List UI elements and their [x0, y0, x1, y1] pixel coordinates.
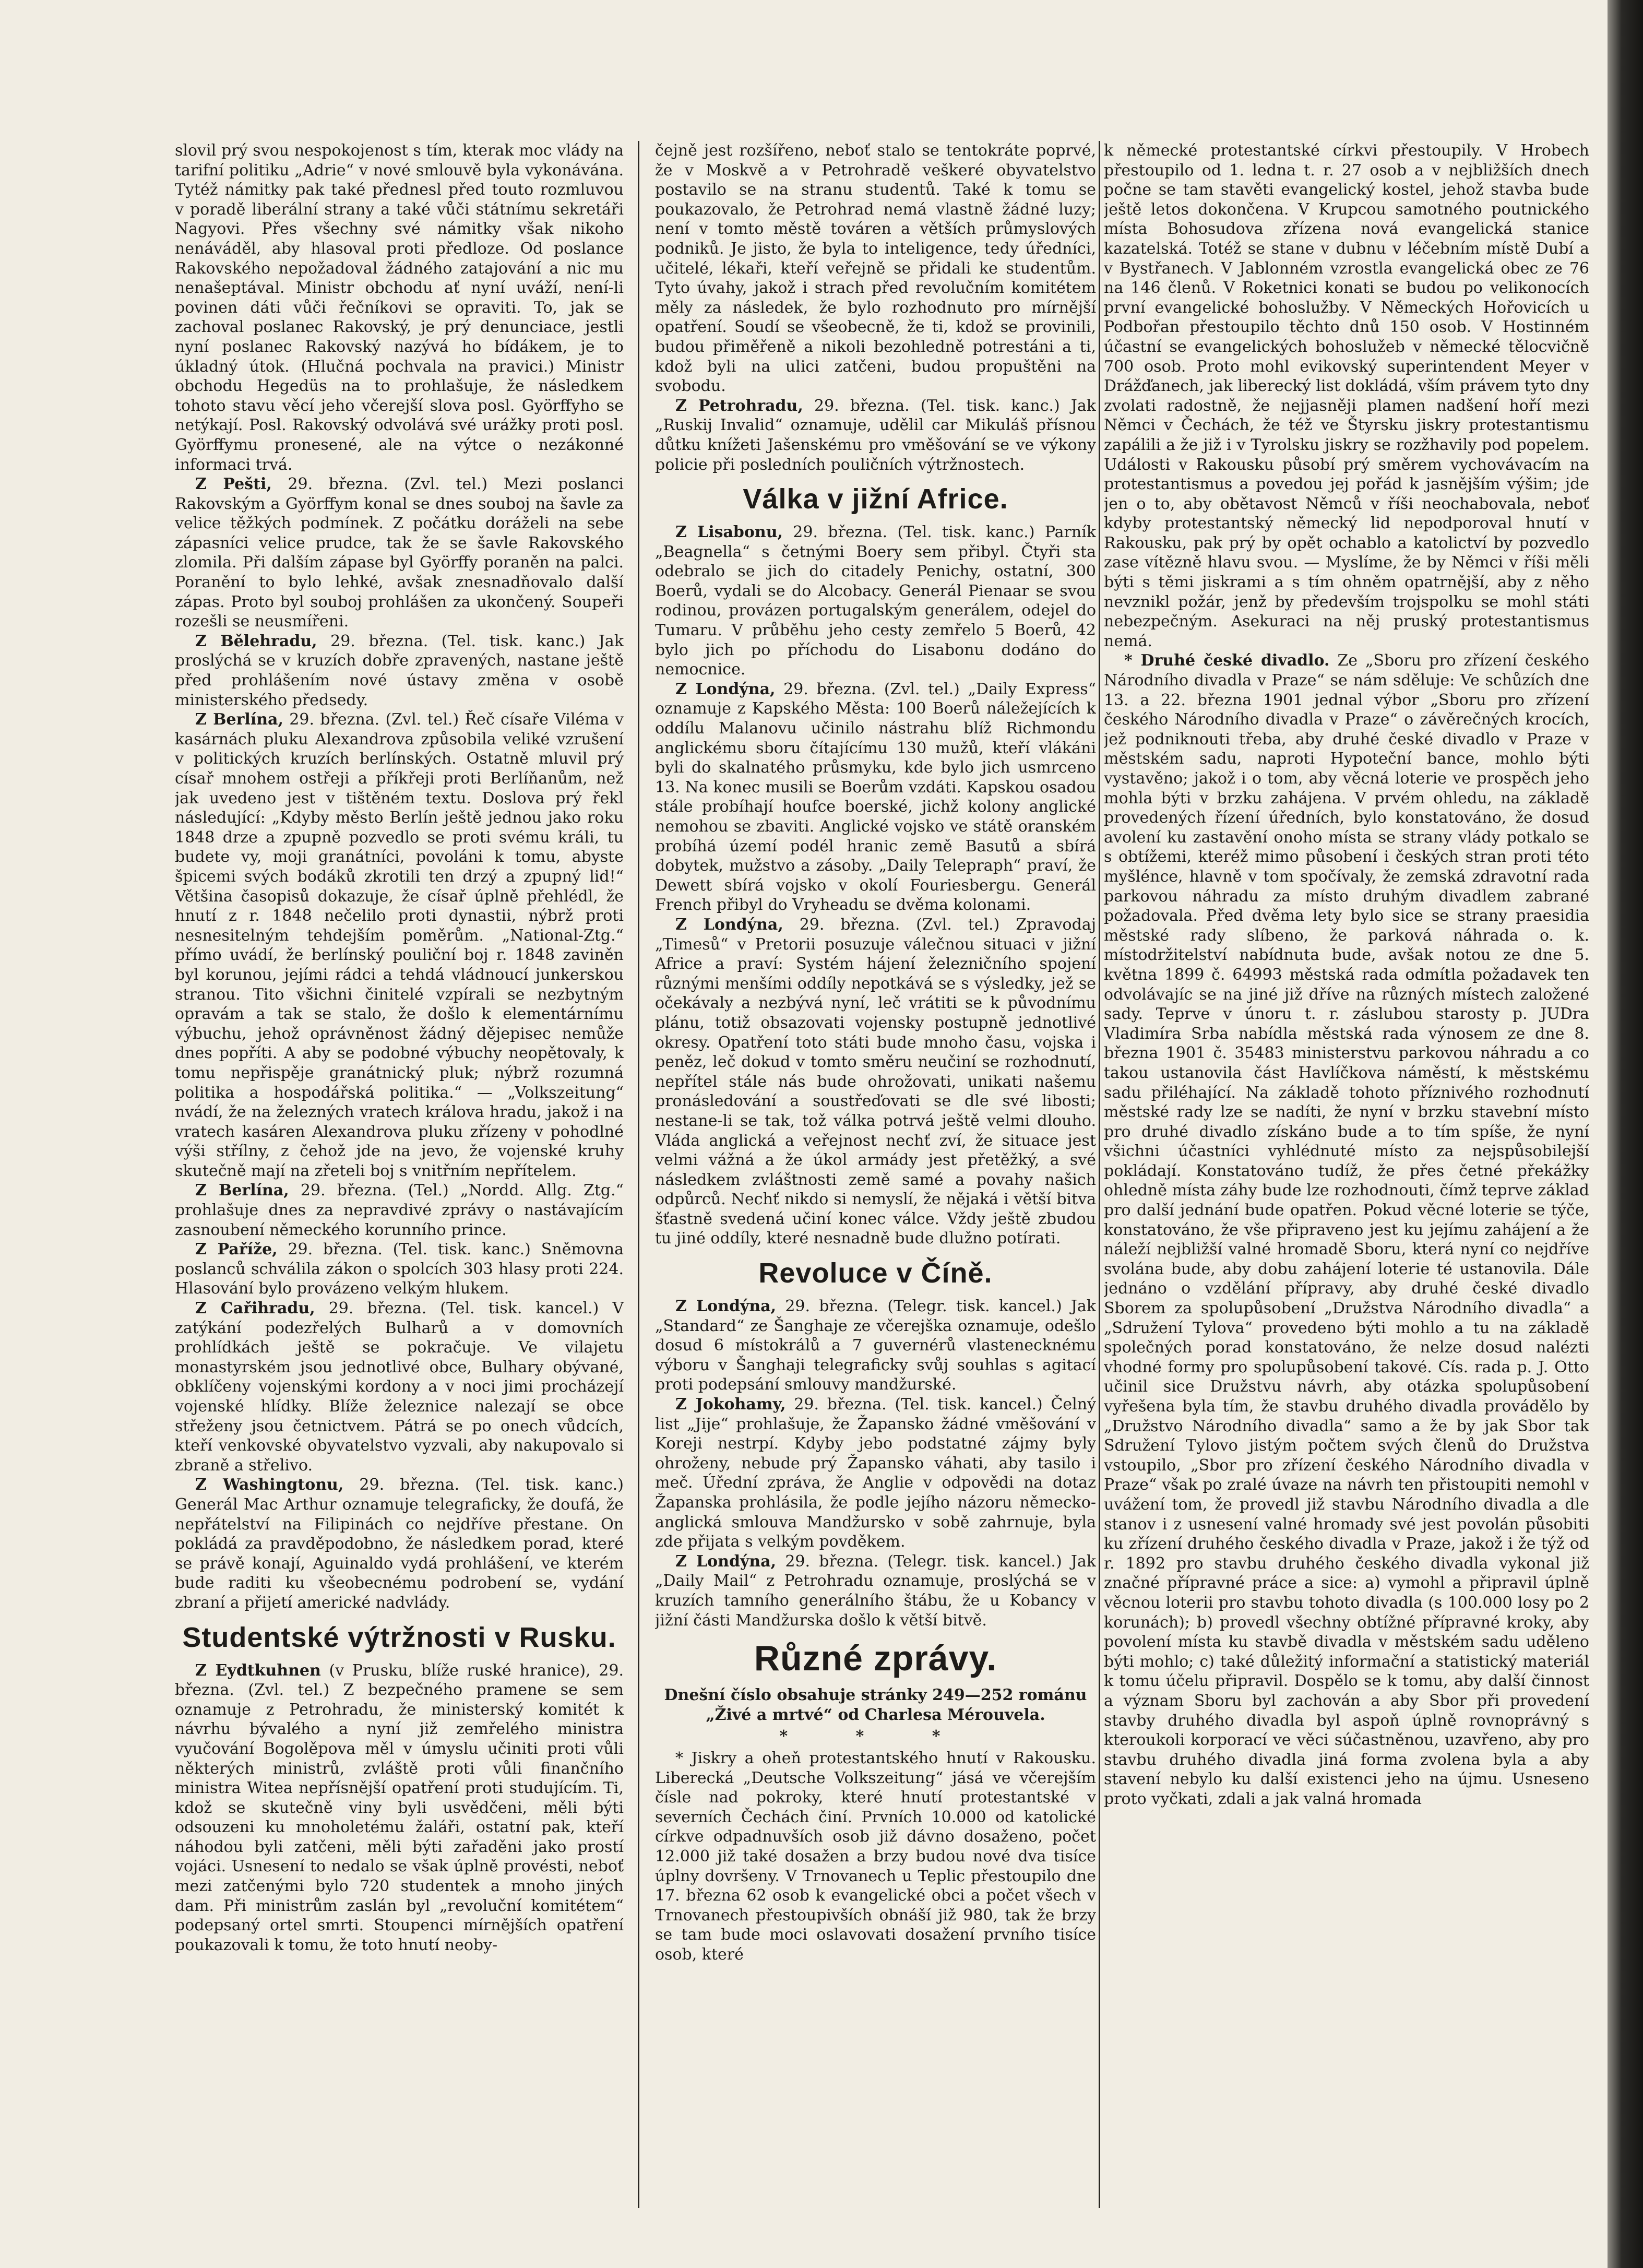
- news-item: [175, 1475, 624, 1612]
- news-body: 29. března. (Zvl. tel.) „Daily Express“ oznamuje z Kapského Města: 100 Boerů náležejících k oddílu Malanovu učinilo nástrahu blíž Richmondu anglickému sboru čítajícímu 130 mužů, kteří vlákáni byli do skalnatého průsmyku, kde bylo jich usmrceno 13. Na konec musili se Boerům vzdáti. Kapskou osadou stále probíhají houfce boerské, jichž kolony anglické nemohou se zbaviti. Anglické vojsko ve státě oranském probíhá území podél hranic země Basutů a sbírá dobytek, mužstvo a zásoby. „Daily Telepraph“ praví, že Dewett sbírá vojsko v okolí Fouriesbergu. Generál French přibyl do Vryheadu se dvěma kolonami.: [655, 680, 1096, 915]
- news-item: [175, 1181, 624, 1240]
- news-body: 29. března. (Tel. tisk. kancel.) Čelný list „Jije“ prohlašuje, že Žapansko žádné vměšování v Koreji nestrpí. Kdyby jebo podstatné zájmy byly ohroženy, nebude prý Žapansko váhati, aby tasilo i meč. Úřední zpráva, že Anglie v odpovědi na dotaz Žapanska prohlásila, že podle jejího názoru německo-anglická smlouva Mandžursko v sobě zahrnuje, byla zde přijata s velkým povděkem.: [655, 1395, 1096, 1551]
- section-heading: Studentské výtržnosti v Rusku.: [182, 1621, 616, 1653]
- dateline: Z Eydtkuhnen: [195, 1661, 321, 1680]
- dateline: Z Cařihradu,: [195, 1299, 315, 1318]
- scan-edge: [1608, 0, 1643, 2268]
- dateline: Z Londýna,: [675, 1552, 777, 1571]
- news-body: 29. března. (Tel. tisk. kanc.) Jak „Ruskij Invalid“ oznamuje, udělil car Mikuláš přísnou důtku knížeti Jašenskému pro vměšování se ve výkony policie při posledních pouličních výtržnostech.: [655, 396, 1096, 474]
- dateline: Z Londýna,: [675, 1297, 777, 1316]
- article-title: * Druhé české divadlo.: [1124, 651, 1330, 670]
- news-body: 29. března. (Zvl. tel.) Zpravodaj „Timesů“ v Pretorii posuzuje válečnou situaci v jižní Africe a praví: Systém hájení železničního spojení různými menšími oddíly nepotkává se s výsledky, jež se očekávaly a nezbývá nyní, leč vrátiti se k původnímu plánu, totiž obsazovati vojensky postupně jednotlivé okresy. Opatření toto státi bude mnoho času, vojska i peněz, leč dokud v tomto směru neučiní se rozhodnutí, nepřítel stále nás bude ohrožovati, unikati našemu pronásledování a soustřeďovati se dle své libosti; nestane-li se tak, tož válka potrvá ještě velmi dlouho. Vláda anglická a veřejnost nechť zví, že situace jest velmi vážná a že úkol armády jest přetěžký, a své následkem zvláštnosti země samé a povahy našich odpůrců. Nechť nikdo si nemyslí, že nějaká i větší bitva šťastně svedená učiní konec válce. Vždy ještě zbudou tu jiné oddíly, které nesnadně bude dlužno potírati.: [655, 915, 1096, 1248]
- dateline: Z Berlína,: [195, 1181, 289, 1200]
- news-body: 29. března. (Tel. tisk. kanc.) Jak proslýchá se v kruzích dobře zpravených, nastane ještě před prohlášením nové ústavy změna v osobě ministerského předsedy.: [175, 632, 624, 709]
- column-3: [1104, 141, 1589, 2234]
- news-body: 29. března. (Telegr. tisk. kancel.) Jak „Daily Mail“ z Petrohradu oznamuje, proslýchá se v kruzích tamního generálního štábu, že u Kobancy v jižní části Mandžurska došlo k větší bitvě.: [655, 1552, 1096, 1630]
- news-body: 29. března. (Tel. tisk. kanc.) Generál Mac Arthur oznamuje telegraficky, že doufá, že nepřátelství na Filipinách co nejdříve přestane. On pokládá za pravděpodobno, že následkem porad, které se právě konají, Aguinaldo vydá prohlášení, ve kterém bude raditi ku všeobecnému podrobení se, vydání zbraní a přijetí americké nadvlády.: [175, 1476, 624, 1612]
- dateline: Z Londýna,: [675, 915, 783, 934]
- section-heading: Různé zprávy.: [754, 1638, 997, 1679]
- news-item: [655, 1552, 1096, 1630]
- article-text: čejně jest rozšířeno, neboť stalo se tentokráte poprvé, že v Moskvě a v Petrohradě veškeré obyvatelstvo postavilo se na stranu studentů. Také k tomu se poukazovalo, že Petrohrad nemá vlastně žádné luzy; není v tomto městě továren a větších průmyslových podniků. Je jisto, že byla to inteligence, tedy úředníci, učitelé, lékaři, kteří veřejně se přidali ke studentům. Tyto úvahy, jakož i strach před revolučním komitétem měly za následek, že bylo rozhodnuto pro mírnější opatření. Soudí se všeobecně, že ti, kdož se provinili, budou přiměřeně a nikoli bezohledně potrestáni a ti, kdož byli na ulici zatčeni, budou propuštěni na svobodu.: [655, 141, 1096, 396]
- section-heading: Revoluce v Číně.: [758, 1257, 993, 1289]
- news-item: [655, 1297, 1096, 1395]
- article-text: slovil prý svou nespokojenost s tím, kterak moc vlády na tarifní politiku „Adrie“ v nové smlouvě byla vykonávána. Tytéž námitky pak také přednesl před touto rozmluvou v poradě liberální strany a také vůči státnímu sekretáři Nagyovi. Přes všechny své námitky však nikoho nenáváděl, aby hlasoval proti předloze. Od poslance Rakovského nepožadoval žádného zatajování a nic mu nenašeptával. Ministr obchodu ať nyní uváží, není-li povinen dáti vůči řečníkovi se opraviti. To, jak se zachoval poslanec Rakovský, je prý denunciace, jestli nyní poslanec Rakovský nazývá ho bídákem, je to úkladný útok. (Hlučná pochvala na pravici.) Ministr obchodu Hegedüs na to prohlašuje, že následkem tohoto stavu věcí jeho včerejší slova posl. Györffyho se netýkají. Posl. Rakovský odvolává své urážky proti posl. Györffymu pronesené, ale na výtce o nezákonné informaci trvá.: [175, 141, 624, 474]
- dateline: Z Lisabonu,: [675, 523, 783, 542]
- news-item: [175, 1240, 624, 1299]
- dateline: Z Pešti,: [195, 475, 272, 494]
- dateline: Z Jokohamy,: [675, 1395, 786, 1414]
- separator-stars: * * *: [779, 1727, 972, 1746]
- news-item: [655, 915, 1096, 1249]
- dateline: Z Petrohradu,: [675, 396, 803, 415]
- news-item: [175, 1661, 624, 1955]
- news-item: [175, 474, 624, 632]
- news-body: 29. března. (Zvl. tel.) Mezi poslanci Rakovským a Györffym konal se dnes souboj na šavle za velice těžkých podmínek. Z počátku doráželi na sebe zápasníci velice prudce, tak že se šavle Rakovského zlomila. Při dalším zápase byl Györffy poraněn na palci. Poranění to bylo lehké, avšak znesnadňovalo další zápas. Proto byl souboj prohlášen za ukončený. Soupeři rozešli se neusmířeni.: [175, 475, 624, 631]
- news-item: [655, 523, 1096, 680]
- article-text: k německé protestantské církvi přestoupily. V Hrobech přestoupilo od 1. ledna t. r. 27 osob a v nejbližších dnech počne se tam stavěti evangelický kostel, jehož stavba bude ještě letos dokončena. V Krupcou samotného poutnického místa Bohosudova zřízena nová evangelická stanice kazatelská. Totéž se stane v dubnu v léčebním místě Dubí a v Bystřanech. V Jablonném vzrostla evangelická obec ze 76 na 146 členů. V Roketnici konati se budou po velikonocích první evangelické bohoslužby. V Německých Hořovicích u Podbořan přestoupilo těchto dnů 150 osob. V Hostinném účastní se evangelických bohoslužeb v německé tělocvičně 700 osob. Proto mohl evikovský superintendent Meyer v Drážďanech, jak liberecký list dokládá, vším právem tyto dny zvolati radostně, že nejjasněji plamen nadšení hoří mezi Němci v Čechách, že též ve Štyrsku jiskry protestantismu zapálili a že již i v Tyrolsku jiskry se rozžhavily pod popelem. Události v Rakousku působí prý směrem vychovávacím na protestantismus a povedou jej pořád k jasnějším výšim; jde jen o to, aby obětavost Němců v říši neochabovala, neboť kdyby protestantský německý lid nepodporoval hnutí v Rakousku, pak prý by opět ochablo a katolictví by pozvedlo zase vítězně hlavu svou. — Myslíme, že by Němci v říši měli býti s těmi jiskrami a s tím ohněm opatrnější, aby z něho nevznikl požár, jenž by především trojspolku se mohl státi nebezpečným. Asekuraci na něj pruský protestantismus nemá.: [1104, 141, 1589, 650]
- news-item: [175, 1299, 624, 1475]
- dateline: Z Berlína,: [195, 710, 283, 729]
- section-heading: Válka v jižní Africe.: [743, 483, 1008, 515]
- dateline: Z Washingtonu,: [195, 1476, 344, 1494]
- column-1: [175, 141, 624, 2234]
- news-body: 29. března. (Tel.) „Nordd. Allg. Ztg.“ prohlašuje dnes za nepravdivé zprávy o nastávajícím zasnoubení německého korunního prince.: [175, 1181, 624, 1239]
- news-body: 29. března. (Tel. tisk. kanc.) Sněmovna poslanců schválila zákon o spolcích 303 hlasy proti 224. Hlasování bylo provázeno velkým hlukem.: [175, 1240, 624, 1298]
- supplement-notice: Dnešní číslo obsahuje stránky 249—252 románu „Živé a mrtvé“ od Charlesa Mérouvela.: [664, 1686, 1087, 1724]
- news-item: [655, 396, 1096, 474]
- dateline: Z Bělehradu,: [195, 632, 317, 650]
- news-body: 29. března. (Tel. tisk. kanc.) Parník „Beagnella“ s četnými Boery sem přibyl. Čtyři sta odebralo se jich do citadely Penichy, ostatní, 300 Boerů, vydali se do Alcobacy. Generál Pienaar se svou rodinou, provázen portugalským generálem, odejel do Tumaru. V průběhu jeho cesty zemřelo 5 Boerů, 42 bylo jich po příchodu do Lisabonu dodáno do nemocnice.: [655, 523, 1096, 679]
- dateline: Z Paříže,: [195, 1240, 278, 1259]
- news-body: 29. března. (Zvl. tel.) Řeč císaře Viléma v kasárnách pluku Alexandrova způsobila veliké vzrušení v politických kruzích berlínských. Ostatně mluvil prý císař mnohem ostřeji a příkřeji proti Berlíňanům, než jak uvedeno jest v tištěném textu. Doslova prý řekl následující: „Kdyby město Berlín ještě jednou jako roku 1848 drze a zpupně pozvedlo se proti svému králi, tu budete vy, moji granátníci, povoláni k tomu, abyste špicemi svých bodáků zkrotili ten drzý a zpupný lid!“ Většina časopisů dokazuje, že císař úplně přehlédl, že hnutí z r. 1848 nečelilo proti dynastii, nýbrž proti nesnesitelným tehdejším poměrům. „National-Ztg.“ přímo uvádí, že berlínský pouliční boj r. 1848 zaviněn byl korunou, jejími rádci a tehdá vládnoucí junkerskou stranou. Tito všichni činitelé vzpírali se nezbytným opravám a tak se stalo, že došlo k elementárnímu výbuchu, jehož oprávněnost žádný dějepisec nemůže dnes popříti. A aby se podobné výbuchy neopětovaly, k tomu nepřispěje granátnický pluk; nýbrž rozumná politika a hospodářská politika.“ — „Volkszeitung“ nvádí, že na železných vratech králova hradu, jakož i na vratech kasáren Alexandrova pluku zřízeny v pohodlné výši střílny, z čehož jde na jevo, že vojenské kruhy skutečně mají na zřeteli boj s vnitřním nepřítelem.: [175, 710, 624, 1180]
- column-2: [655, 141, 1096, 2234]
- news-body: 29. března. (Telegr. tisk. kancel.) Jak „Standard“ ze Šanghaje ze včerejška oznamuje, odešlo dosud 6 místokrálů a 7 guvernérů vlastenecknému výboru v Šanghaji telegraficky svůj souhlas s agitací proti podepsání smlouvy mandžurské.: [655, 1297, 1096, 1394]
- news-item: [655, 680, 1096, 915]
- news-body: 29. března. (Tel. tisk. kancel.) V zatýkání podezřelých Bulharů a v domovních prohlídkách ještě se pokračuje. Ve vilajetu monastyrském jsou jednotlivé obce, Bulhary obývané, obklíčeny vojenskými kordony a v noci jimi procházejí vojenské hlídky. Blíže železnice nalezají se obce střeženy jsou četnictvem. Pátrá se po onech vůdcích, kteří venkovské obyvatelstvo vyzvali, aby nakupovalo si zbraně a střelivo.: [175, 1299, 624, 1475]
- news-item: [1104, 651, 1589, 1809]
- article-text: * Jiskry a oheň protestantského hnutí v Rakousku. Liberecká „Deutsche Volkszeitung“ jásá ve včerejším čísle nad pokroky, které hnutí protestantské v severních Čechách činí. Prvních 10.000 od katolické církve odpadnuvších osob již dávno dosaženo, počet 12.000 již také dosažen a brzy budou nové dva tisíce úplny dovršeny. V Trnovanech u Teplic přestoupilo dne 17. března 62 osob k evangelické obci a počet všech v Trnovanech přestoupivších obnáší již 980, tak že brzy se tam bude moci oslavovati dosažení prvního tisíce osob, které: [655, 1749, 1096, 1964]
- news-body: Ze „Sboru pro zřízení českého Národního divadla v Praze“ se nám sděluje: Ve schůzích dne 13. a 22. března 1901 jednal výbor „Sboru pro zřízení českého Národního divadla v Praze“ o závěrečných krocích, jež podniknouti třeba, aby druhé české divadlo v Praze v městském sadu, naproti Hypoteční bance, mohlo býti vystavěno; jakož i o tom, aby věcná loterie ve prospěch jeho mohla býti v brzku zahájena. V prvém ohledu, na základě provedených řízení úředních, bylo konstatováno, že dosud avolení ku zastavění onoho místa se strany vlády potkalo se s obtížemi, kteréž mimo působení i českých stran proti této myšlénce, hlavně v tom spočívaly, že zemská zdravotní rada parkovou náhradu za místo druhým divadlem zabrané požadovala. Před dvěma lety bylo sice se strany praesidia městské rady slíbeno, že parková náhrada o. k. místodržitelství nabídnuta bude, avšak notou ze dne 5. května 1899 č. 64993 městská rada odmítla požadavek ten odvolávajíc se na jiné již dříve na různých místech založené sady. Teprve v únoru t. r. záslubou starosty p. JUDra Vladimíra Srba nabídla městská rada výnosem ze dne 8. března 1901 č. 35483 ministerstvu parkovou náhradu a co takou ustanovila část Havlíčkova náměstí, k městskému sadu přiléhající. Na základě tohoto příznivého rozhodnutí městské rady lze se nadíti, že nyní v brzku stavební místo pro druhé divadlo získáno bude a to tím spíše, že nyní všichni účastníci vyhlédnuté místo za nejspůsobilejší pokládají. Konstatováno tudíž, že přes četné překážky ohledně místa záhy bude lze rozhodnouti, čímž teprve základ pro další jednání bude opatřen. Pokud věcné loterie se týče, konstatováno, že vše připraveno jest ku jejímu zahájení a že náleží nejbližší valné hromadě Sboru, která nyní co nejdříve svolána bude, aby dobu zahájení loterie té ustanovila. Dále jednáno o vzdělání přípravy, aby druhé české divadlo Sborem za spolupůsobení „Družstva Národního divadla“ a „Sdružení Tylova“ provedeno býti mohlo a tu na základě společných porad konstatováno, že nelze dosud nalézti vhodné formy pro spolupůsobení takové. Cís. rada p. J. Otto učinil sice Družstvu návrh, aby otázka spolupůsobení vyřešena byla tím, že stavbu druhého divadla provádělo by „Družstvo Národního divadla“ samo a že by jak Sbor tak Sdružení Tylovo jistým počtem svých členů do Družstva vstoupilo, „Sbor pro zřízení českého Národního divadla v Praze“ však po zralé úvaze na návrh ten přistoupiti nemohl v uvážení tom, že provedl již stavbu Národního divadla a dle stanov i z usnesení valné hromady své jest povolán působiti ku zřízení druhého českého divadla v Praze, jakož i že týž od r. 1892 pro stavbu druhého českého divadla vykonal již značné přípravné práce a sice: a) vymohl a připravil úplně věcnou loterii pro stavbu tohoto divadla (s 100.000 losy po 2 korunách); b) provedl všechny obtížné přípravné kroky, aby povolení místa ku stavbě divadla v městském sadu uděleno býti mohlo; c) také důležitý informační a statistický materiál k tomu účelu připravil. Dospělo se k tomu, aby další činnost a význam Sboru byl zachován a aby Sbor při provedení stavby druhého divadla byl aspoň úplně rovnoprávný s kteroukoli korporací ve věci súčastněnou, uzavřeno, aby pro stavbu druhého divadla jiná forma zvolena byla a aby stavení nebylo ku další existenci jeho na újmu. Usneseno proto vyčkati, zdali a jak valná hromada: [1104, 651, 1589, 1808]
- column-divider: [638, 141, 639, 2208]
- news-item: [175, 710, 624, 1181]
- column-divider: [1099, 141, 1100, 2208]
- news-item: [175, 632, 624, 710]
- news-item: [655, 1395, 1096, 1552]
- news-body: (v Prusku, blíže ruské hranice), 29. března. (Zvl. tel.) Z bezpečného pramene se sem oznamuje z Petrohradu, že ministerský komitét k návrhu bývalého a nyní již zemřelého ministra vyučování Bogolěpova měl v úmyslu učiniti proti vůli některých ministrů, zvláště proti vůli finančního ministra Witea nepřísnější opatření proti studujícím. Ti, kdož se skutečně viny byli usvědčeni, měli býti odsouzeni ku mnoholetému žaláři, ostatní pak, kteří náhodou byli zatčeni, měli býti zařaděni jako prostí vojáci. Usnesení to nedalo se však úplně provésti, neboť mezi zatčenými bylo 720 studentek a mnoho jiných dam. Při ministrům zaslán byl „revoluční komitétem“ podepsaný ortel smrti. Stoupenci mírnějších opatření poukazovali k tomu, že toto hnutí neoby-: [175, 1661, 624, 1954]
- dateline: Z Londýna,: [675, 680, 776, 698]
